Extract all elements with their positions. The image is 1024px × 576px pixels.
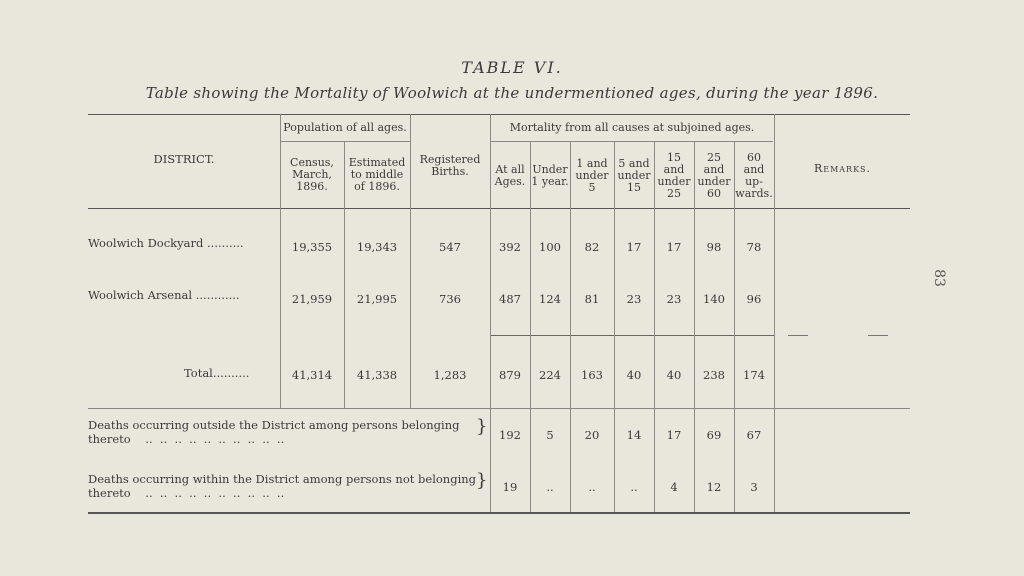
- header-all-ages: At all Ages.: [494, 163, 526, 188]
- table-cell: 23: [666, 292, 682, 306]
- table-cell: 174: [743, 368, 765, 382]
- page-number: 83: [930, 269, 947, 287]
- header-estimated: Estimated to middle of 1896.: [348, 156, 406, 193]
- table-cell: 487: [499, 292, 521, 306]
- table-cell: 163: [581, 368, 603, 382]
- table-cell: 14: [626, 428, 642, 442]
- extra-row-within: Deaths occurring within the District among persons not belonging thereto .. .. .. .. .. .. .. .. .. ..: [88, 472, 477, 500]
- mortality-sub-rule: [490, 141, 773, 142]
- brace-icon: }: [476, 416, 488, 437]
- table-cell: 192: [499, 428, 521, 442]
- row-total: Total..........: [184, 366, 250, 380]
- table-cell: 224: [539, 368, 561, 382]
- extra-row-outside: Deaths occurring outside the District among persons belonging thereto .. .. .. .. .. .. .. .. .. ..: [88, 418, 460, 446]
- table-cell: 41,314: [291, 368, 333, 382]
- table-cell: 238: [703, 368, 725, 382]
- table-cell: 12: [706, 480, 722, 494]
- table-cell: 736: [439, 292, 461, 306]
- table-cell: 20: [584, 428, 600, 442]
- header-census: Census, March, 1896.: [290, 156, 334, 193]
- table-cell: 82: [584, 240, 600, 254]
- header-bottom-rule: [88, 208, 910, 209]
- table-cell: ..: [588, 480, 596, 494]
- row-label: Woolwich Arsenal: [88, 288, 193, 302]
- table-cell: 21,995: [356, 292, 398, 306]
- population-sub-rule: [280, 141, 410, 142]
- row-label: Woolwich Dockyard: [88, 236, 204, 250]
- table-cell: 879: [499, 368, 521, 382]
- table-cell: 17: [666, 428, 682, 442]
- table-cell: 69: [706, 428, 722, 442]
- table-cell: 17: [666, 240, 682, 254]
- extra-label-line-1: Deaths occurring outside the District among persons belonging: [88, 418, 460, 432]
- table-cell: 3: [750, 480, 758, 494]
- extra-label-line-2: thereto: [88, 432, 131, 446]
- table-cell: 4: [670, 480, 678, 494]
- pre-total-rule: [490, 335, 775, 336]
- header-age-25-60: 25 and under 60: [697, 151, 731, 200]
- header-mortality: Mortality from all causes at subjoined ages.: [509, 121, 755, 134]
- table-cell: 124: [539, 292, 561, 306]
- table-title: TABLE VI.: [461, 58, 563, 77]
- table-cell: 40: [626, 368, 642, 382]
- table-cell: 392: [499, 240, 521, 254]
- extra-label-line-2: thereto: [88, 486, 131, 500]
- header-district: DISTRICT.: [153, 152, 215, 166]
- table-cell: 40: [666, 368, 682, 382]
- table-cell: 17: [626, 240, 642, 254]
- row-label: Total: [184, 366, 213, 380]
- header-age-5-15: 5 and under 15: [617, 157, 651, 194]
- table-cell: 5: [546, 428, 554, 442]
- table-subtitle: Table showing the Mortality of Woolwich at the undermentioned ages, during the year 1896.: [145, 84, 879, 102]
- table-cell: 140: [703, 292, 725, 306]
- table-cell: 100: [539, 240, 561, 254]
- mortality-table: [88, 114, 910, 512]
- header-births: Registered Births.: [419, 153, 481, 178]
- header-age-60: 60 and up-wards.: [735, 151, 773, 200]
- table-cell: 78: [746, 240, 762, 254]
- table-cell: 547: [439, 240, 461, 254]
- table-cell: ..: [546, 480, 554, 494]
- table-cell: 67: [746, 428, 762, 442]
- table-cell: 19: [502, 480, 518, 494]
- table-cell: 21,959: [291, 292, 333, 306]
- table-cell: 81: [584, 292, 600, 306]
- header-remarks: Remarks.: [813, 162, 872, 175]
- header-age-1-5: 1 and under 5: [575, 157, 609, 194]
- total-bottom-rule: [88, 408, 910, 409]
- table-cell: 1,283: [433, 368, 467, 382]
- bottom-rule: [88, 512, 910, 514]
- table-cell: 19,355: [291, 240, 333, 254]
- row-dockyard: Woolwich Dockyard ..........: [88, 236, 244, 250]
- table-cell: 96: [746, 292, 762, 306]
- brace-icon: }: [476, 470, 488, 491]
- row-arsenal: Woolwich Arsenal ............: [88, 288, 240, 302]
- table-cell: 41,338: [356, 368, 398, 382]
- table-cell: 19,343: [356, 240, 398, 254]
- table-cell: ..: [630, 480, 638, 494]
- table-cell: 23: [626, 292, 642, 306]
- table-cell: 98: [706, 240, 722, 254]
- header-under-1: Under 1 year.: [531, 163, 569, 188]
- header-age-15-25: 15 and under 25: [657, 151, 691, 200]
- header-population: Population of all ages.: [283, 121, 407, 134]
- top-rule: [88, 114, 910, 115]
- extra-label-line-1: Deaths occurring within the District among persons not belonging: [88, 472, 477, 486]
